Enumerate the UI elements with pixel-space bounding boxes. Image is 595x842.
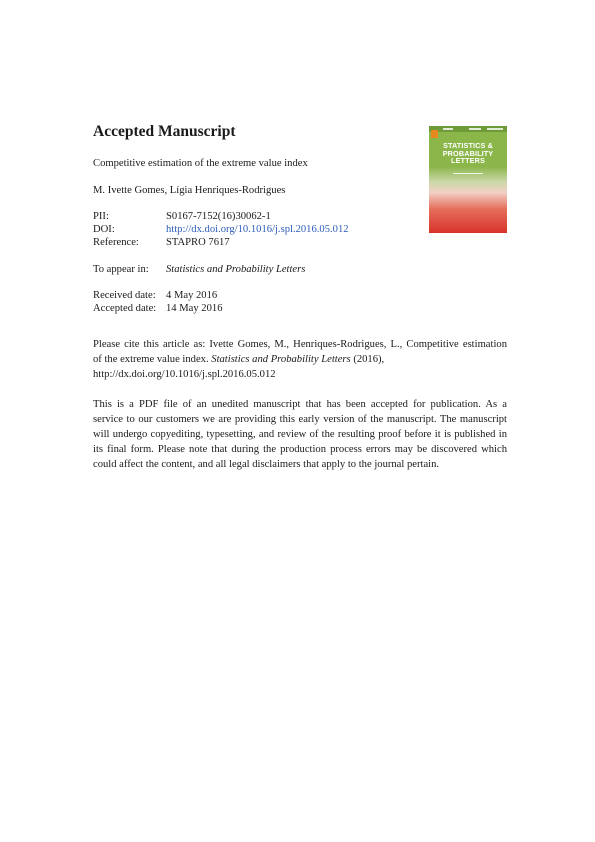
cover-title-line-3: LETTERS	[451, 156, 485, 166]
cover-divider	[453, 173, 483, 174]
reference-value: STAPRO 7617	[166, 237, 230, 248]
notice-paragraph	[93, 397, 507, 472]
citation-line-1: Please cite this article as: Ivette Gomes, M., Henriques-Rodrigues, L., Competitive estimation	[93, 339, 507, 350]
cover-title-line-2: PROBABILITY	[442, 148, 494, 158]
pii-label: PII:	[93, 211, 109, 222]
notice-line: This is a PDF file of an unedited manuscript that has been accepted for publication. As a	[93, 399, 507, 410]
notice-line: service to our customers we are providing this early version of the manuscript. The manuscript	[93, 414, 507, 425]
publisher-logo-icon	[431, 130, 438, 138]
notice-line: could affect the content, and all legal disclaimers that apply to the journal pertain.	[93, 459, 440, 470]
accepted-date-value: 14 May 2016	[166, 303, 223, 314]
notice-line: its final form. Please note that during the production process errors may be discovered which	[93, 444, 507, 455]
article-title: Competitive estimation of the extreme value index	[93, 158, 308, 169]
accepted-date-label: Accepted date:	[93, 303, 157, 314]
cover-title	[429, 142, 507, 165]
author-list: M. Ivette Gomes, Lígia Henriques-Rodrigues	[93, 185, 286, 196]
citation-paragraph	[93, 337, 507, 382]
citation-line-2-text: of the extreme value index.	[93, 354, 209, 365]
citation-journal: Statistics and Probability Letters	[211, 354, 351, 365]
received-date-label: Received date:	[93, 290, 156, 301]
doi-link[interactable]: http://dx.doi.org/10.1016/j.spl.2016.05.012	[166, 224, 349, 235]
journal-cover-image	[429, 126, 507, 233]
journal-name: Statistics and Probability Letters	[166, 264, 306, 275]
citation-line-2	[93, 352, 507, 367]
page-heading: Accepted Manuscript	[93, 123, 236, 140]
pii-value: S0167-7152(16)30062-1	[166, 211, 271, 222]
citation-doi: http://dx.doi.org/10.1016/j.spl.2016.05.012	[93, 369, 276, 380]
reference-label: Reference:	[93, 237, 139, 248]
citation-year: (2016),	[353, 354, 385, 365]
cover-title-line-1: STATISTICS &	[443, 141, 493, 150]
received-date-value: 4 May 2016	[166, 290, 218, 301]
notice-line: will undergo copyediting, typesetting, and review of the resulting proof before it is published in	[93, 429, 507, 440]
appear-label: To appear in:	[93, 264, 149, 275]
doi-label: DOI:	[93, 224, 115, 235]
